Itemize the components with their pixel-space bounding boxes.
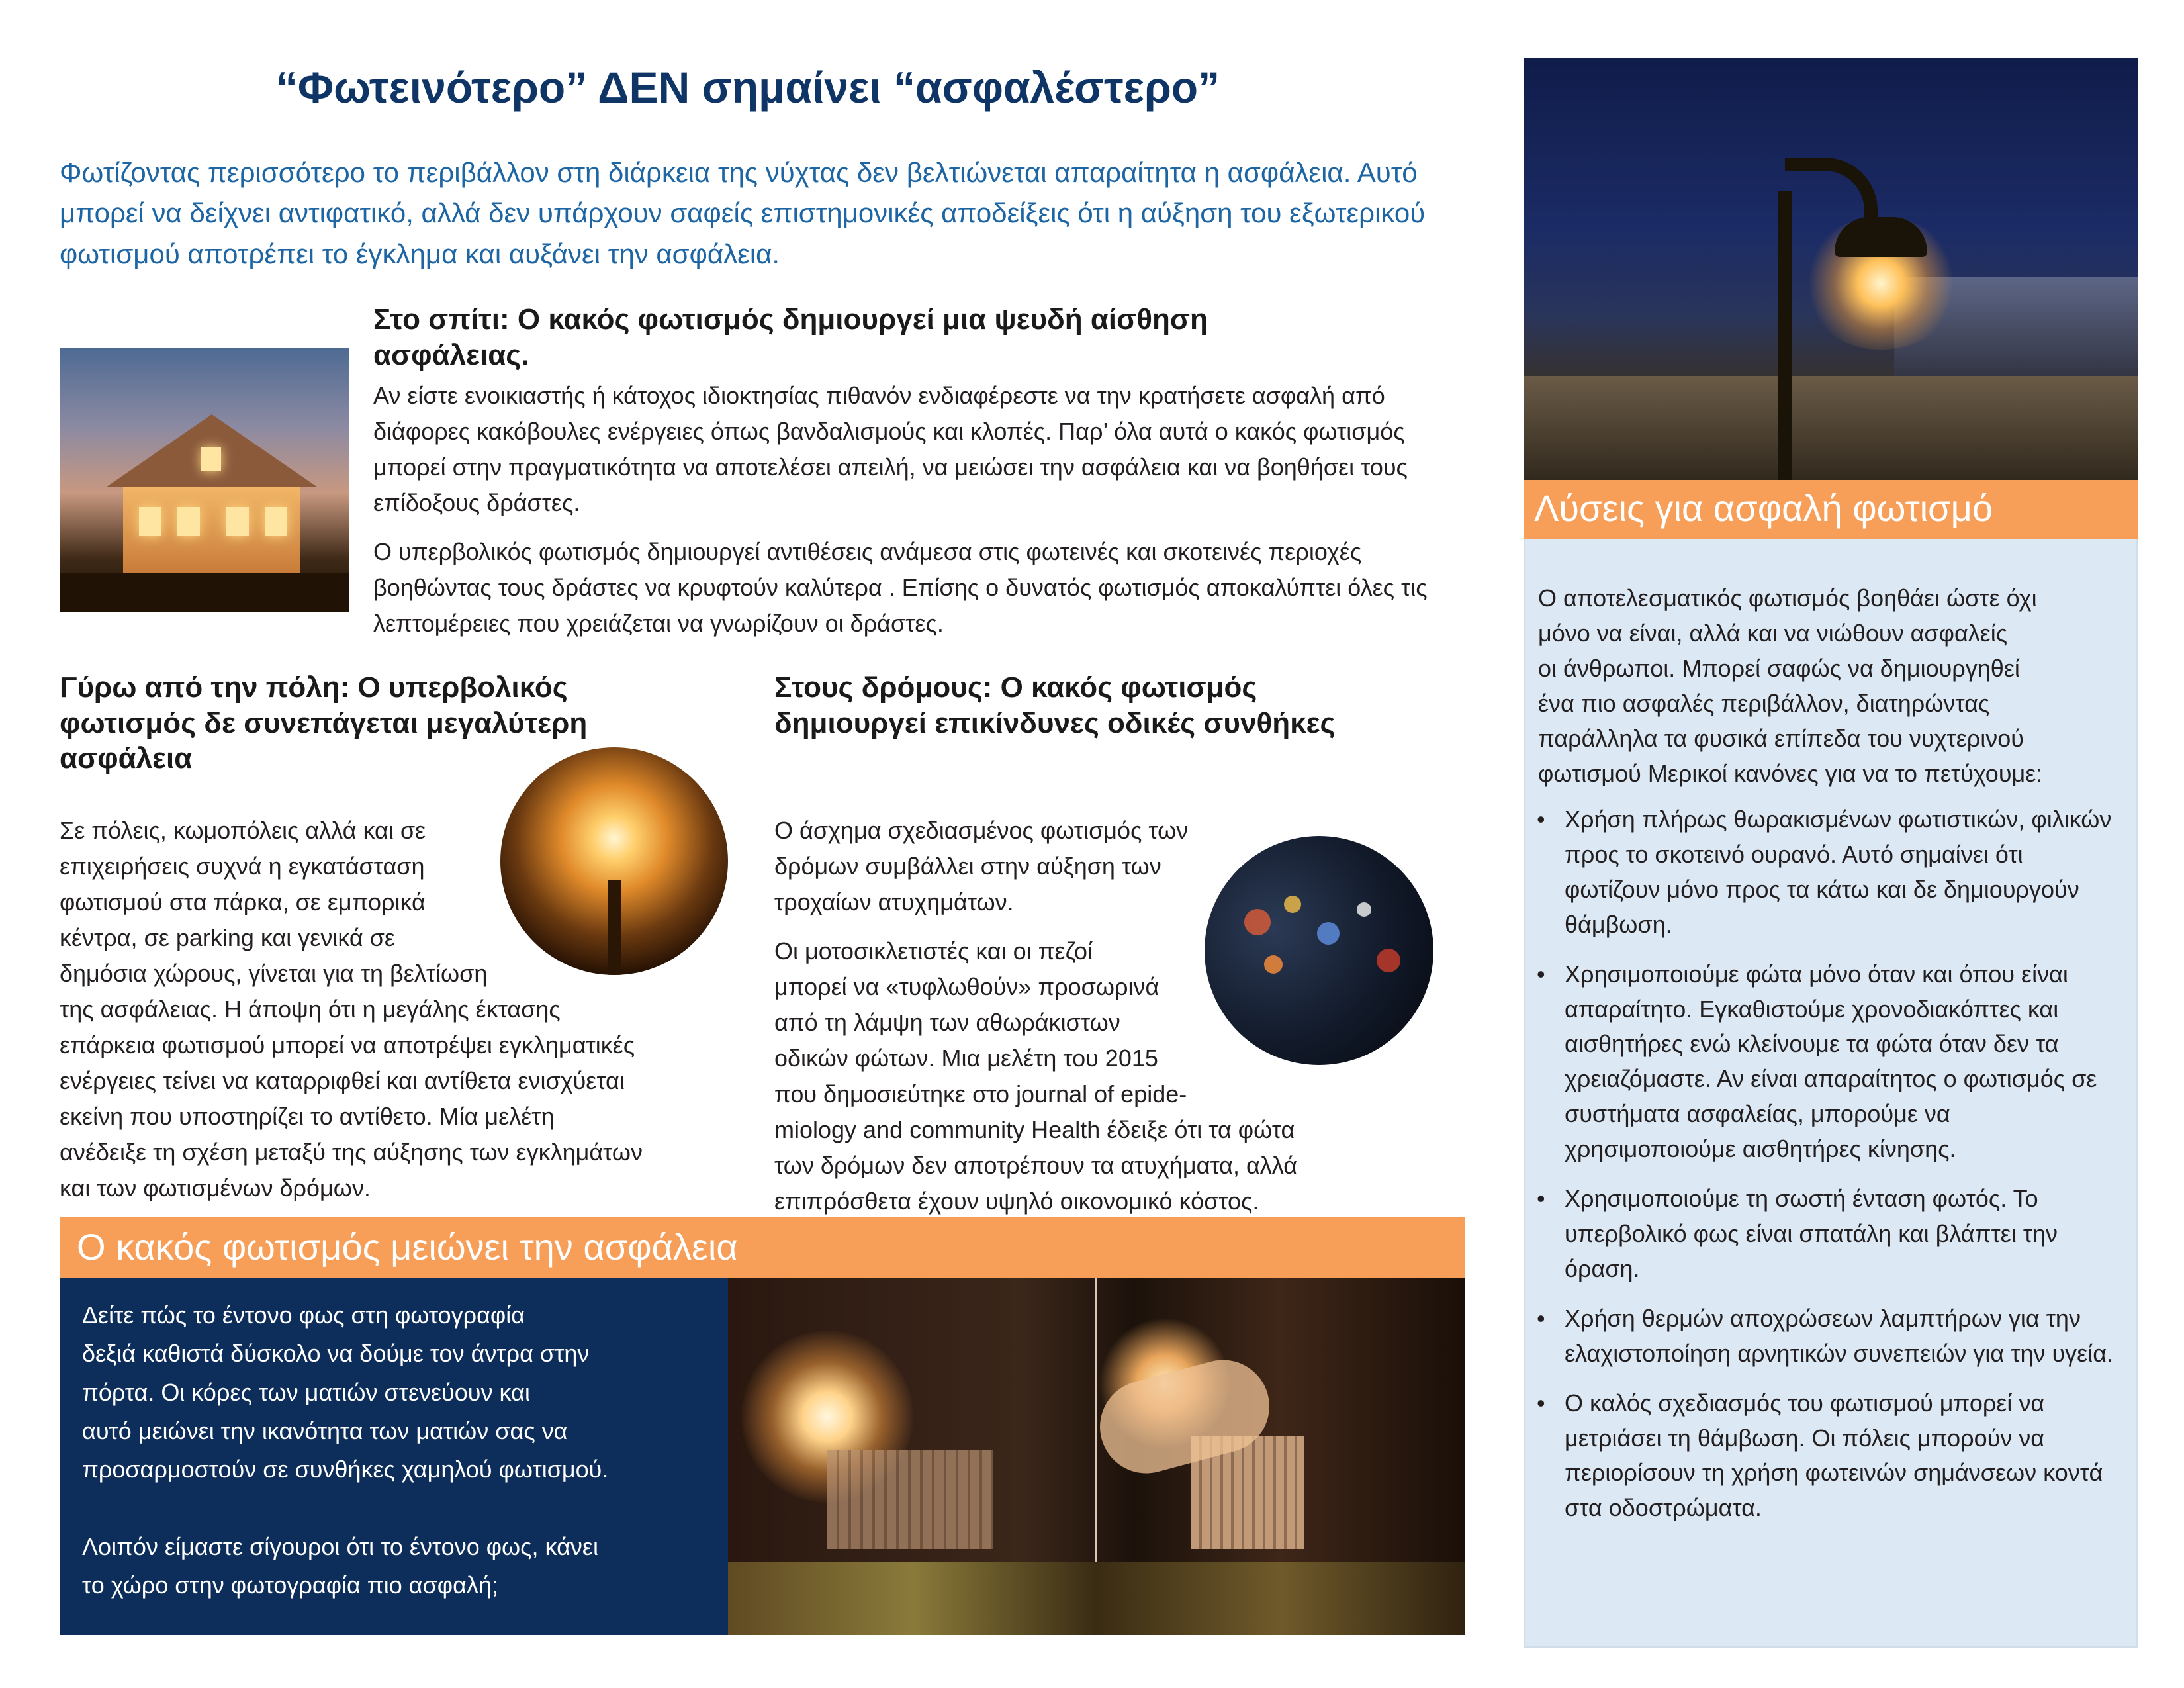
glare-comparison-photo — [728, 1278, 1465, 1635]
town-line: φωτισμού στα πάρκα, σε εμπορικά — [60, 888, 426, 915]
street-lamp-photo — [1524, 58, 2138, 489]
town-line: δημόσια χώρους, γίνεται για τη βελτίωση — [60, 960, 488, 987]
solutions-intro-line: παράλληλα τα φυσικά επίπεδα του νυχτερινού — [1538, 724, 2024, 752]
question-line: το χώρο στην φωτογραφία πιο ασφαλή; — [82, 1571, 498, 1599]
town-line: ανέδειξε τη σχέση μεταξύ της αύξησης των εγκλημάτων — [60, 1139, 643, 1166]
solutions-list-item: • Ο καλός σχεδιασμός του φωτισμού μπορεί να μετριάσει τη θάμβωση. Οι πόλεις μπορούν να περιορίσουν τη χρήση φωτεινών σημάνσεων κοντά στα οδοστρώματα. — [1537, 1386, 2122, 1526]
streets-line: Οι μοτοσικλετιστές και οι πεζοί — [774, 937, 1093, 964]
town-heading: Γύρω από την πόλη: Ο υπερβολικός φωτισμός δε συνεπάγεται μεγαλύτερη ασφάλεια — [60, 671, 588, 775]
solutions-intro — [1538, 581, 2120, 791]
explanation-line: προσαρμοστούν σε συνθήκες χαμηλού φωτισμού. — [82, 1456, 609, 1483]
streets-body — [774, 813, 1463, 1219]
streets-line: δρόμων συμβάλλει στην αύξηση των — [774, 853, 1161, 880]
explanation-text — [82, 1296, 711, 1605]
solutions-intro-line: ένα πιο ασφαλές περιβάλλον, διατηρώντας — [1538, 689, 1990, 717]
streets-line: που δημοσιεύτηκε στο journal of epide- — [774, 1080, 1187, 1107]
town-line: επιχειρήσεις συχνά η εγκατάσταση — [60, 853, 425, 880]
streets-line: miology and community Health έδειξε ότι τα φώτα — [774, 1116, 1295, 1143]
town-line: επάρκεια φωτισμού μπορεί να αποτρέψει εγκληματικές — [60, 1031, 635, 1058]
explanation-line: πόρτα. Οι κόρες των ματιών στενεύουν και — [82, 1378, 530, 1406]
solutions-banner-text: Λύσεις για ασφαλή φωτισμό — [1534, 487, 1993, 529]
streets-line: οδικών φώτων. Μια μελέτη του 2015 — [774, 1045, 1158, 1072]
streets-line: Ο άσχημα σχεδιασμένος φωτισμός των — [774, 817, 1189, 844]
home-section — [373, 302, 1432, 655]
town-line: κέντρα, σε parking και γενικά σε — [60, 924, 395, 951]
bullet-icon: • — [1537, 1304, 1545, 1332]
solutions-list-item: • Χρησιμοποιούμε τη σωστή ένταση φωτός. Το υπερβολικό φως είναι σπατάλη και βλάπτει την όραση. — [1537, 1182, 2122, 1287]
home-heading: Στο σπίτι: Ο κακός φωτισμός δημιουργεί μια ψευδή αίσθηση ασφάλειας. — [373, 303, 1208, 371]
town-line: Σε πόλεις, κωμοπόλεις αλλά και σε — [60, 817, 426, 844]
solutions-intro-line: μόνο να είναι, αλλά και να νιώθουν ασφαλείς — [1538, 619, 2008, 647]
solutions-list-item: • Χρήση θερμών αποχρώσεων λαμπτήρων για την ελαχιστοποίηση αρνητικών συνεπειών για την υγεία. — [1537, 1301, 2122, 1372]
home-paragraph-1: Αν είστε ενοικιαστής ή κάτοχος ιδιοκτησίας πιθανόν ενδιαφέρεστε να την κρατήσετε ασφαλή από διάφορες κακόβουλες ενέργειες όπως βανδαλισμούς και κλοπές. Παρ’ όλα αυτά ο κακός φωτισμός μπορεί στην πραγματικότητα να αποτελέσει απειλή, να μειώσει την ασφάλεια και να βοηθήσει τους επίδοξους δράστες. — [373, 382, 1408, 517]
page-title: “Φωτεινότερο” ΔΕΝ σημαίνει “ασφαλέστερο” — [275, 63, 1220, 112]
intro-paragraph: Φωτίζοντας περισσότερο το περιβάλλον στη διάρκεια της νύχτας δεν βελτιώνεται απαραίτητα η ασφάλεια. Αυτό μπορεί να δείχνει αντιφατικό, αλλά δεν υπάρχουν σαφείς επιστημονικές αποδείξεις ότι η αύξηση του εξωτερικού φωτισμού αποτρέπει το έγκλημα και αυξάνει την ασφάλεια. — [60, 157, 1426, 269]
bullet-icon: • — [1537, 806, 1545, 833]
bullet-icon: • — [1537, 1389, 1545, 1417]
solutions-list-item: • Χρήση πλήρως θωρακισμένων φωτιστικών, φιλικών προς το σκοτεινό ουρανό. Αυτό σημαίνει ότι φωτίζουν μόνο προς τα κάτω και δε δημιουργούν θάμβωση. — [1537, 802, 2122, 943]
solutions-list — [1537, 802, 2122, 1540]
solutions-intro-line: φωτισμού Μερικοί κανόνες για να το πετύχουμε: — [1538, 759, 2043, 787]
explanation-line: αυτό μειώνει την ικανότητα των ματιών σας να — [82, 1417, 568, 1444]
bullet-icon: • — [1537, 1185, 1545, 1213]
streets-line: επιπρόσθετα έχουν υψηλό οικονομικό κόστος. — [774, 1188, 1259, 1215]
town-line: και των φωτισμένων δρόμων. — [60, 1174, 371, 1201]
town-line: ενέργειες τείνει να καταρριφθεί και αντίθετα ενισχύεται — [60, 1067, 625, 1094]
house-photo — [60, 348, 349, 612]
question-line: Λοιπόν είμαστε σίγουροι ότι το έντονο φως, κάνει — [82, 1532, 598, 1560]
town-line: εκείνη που υποστηρίζει το αντίθετο. Μία μελέτη — [60, 1103, 555, 1130]
explanation-line: δεξιά καθιστά δύσκολο να δούμε τον άντρα στην — [82, 1340, 590, 1368]
streets-line: τροχαίων ατυχημάτων. — [774, 888, 1014, 915]
solutions-list-item: • Χρησιμοποιούμε φώτα μόνο όταν και όπου είναι απαραίτητο. Εγκαθιστούμε χρονοδιακόπτες και αισθητήρες ενώ κλείνουμε τα φώτα όταν δεν τα χρειαζόμαστε. Αν είναι απαραίτητος ο φωτισμός σε συστήματα ασφαλείας, μπορούμε να χρησιμοποιούμε αισθητήρες κίνησης. — [1537, 957, 2122, 1167]
solutions-intro-line: οι άνθρωποι. Μπορεί σαφώς να δημιουργηθεί — [1538, 654, 2020, 682]
streets-line: μπορεί να «τυφλωθούν» προσωρινά — [774, 973, 1160, 1000]
bullet-icon: • — [1537, 960, 1545, 988]
streets-line: από τη λάμψη των αθωράκιστων — [774, 1009, 1120, 1036]
town-line: της ασφάλειας. Η άποψη ότι η μεγάλης έκτασης — [60, 996, 561, 1023]
solutions-intro-line: Ο αποτελεσματικός φωτισμός βοηθάει ώστε όχι — [1538, 585, 2037, 612]
town-body — [60, 813, 761, 1206]
explanation-line: Δείτε πώς το έντονο φως στη φωτογραφία — [82, 1301, 525, 1329]
home-paragraph-2: Ο υπερβολικός φωτισμός δημιουργεί αντιθέσεις ανάμεσα στις φωτεινές και σκοτεινές περιοχές βοηθώντας τους δράστες να κρυφτούν καλύτερα . Επίσης ο δυνατός φωτισμός αποκαλύπτει όλες τις λεπτομέρειες που χρειάζεται να γνωρίζουν οι δράστες. — [373, 538, 1428, 637]
streets-line: των δρόμων δεν αποτρέπουν τα ατυχήματα, αλλά — [774, 1152, 1298, 1179]
bad-lighting-banner-text: Ο κακός φωτισμός μειώνει την ασφάλεια — [77, 1226, 738, 1268]
streets-heading: Στους δρόμους: Ο κακός φωτισμός δημιουργεί επικίνδυνες οδικές συνθήκες — [774, 671, 1336, 739]
